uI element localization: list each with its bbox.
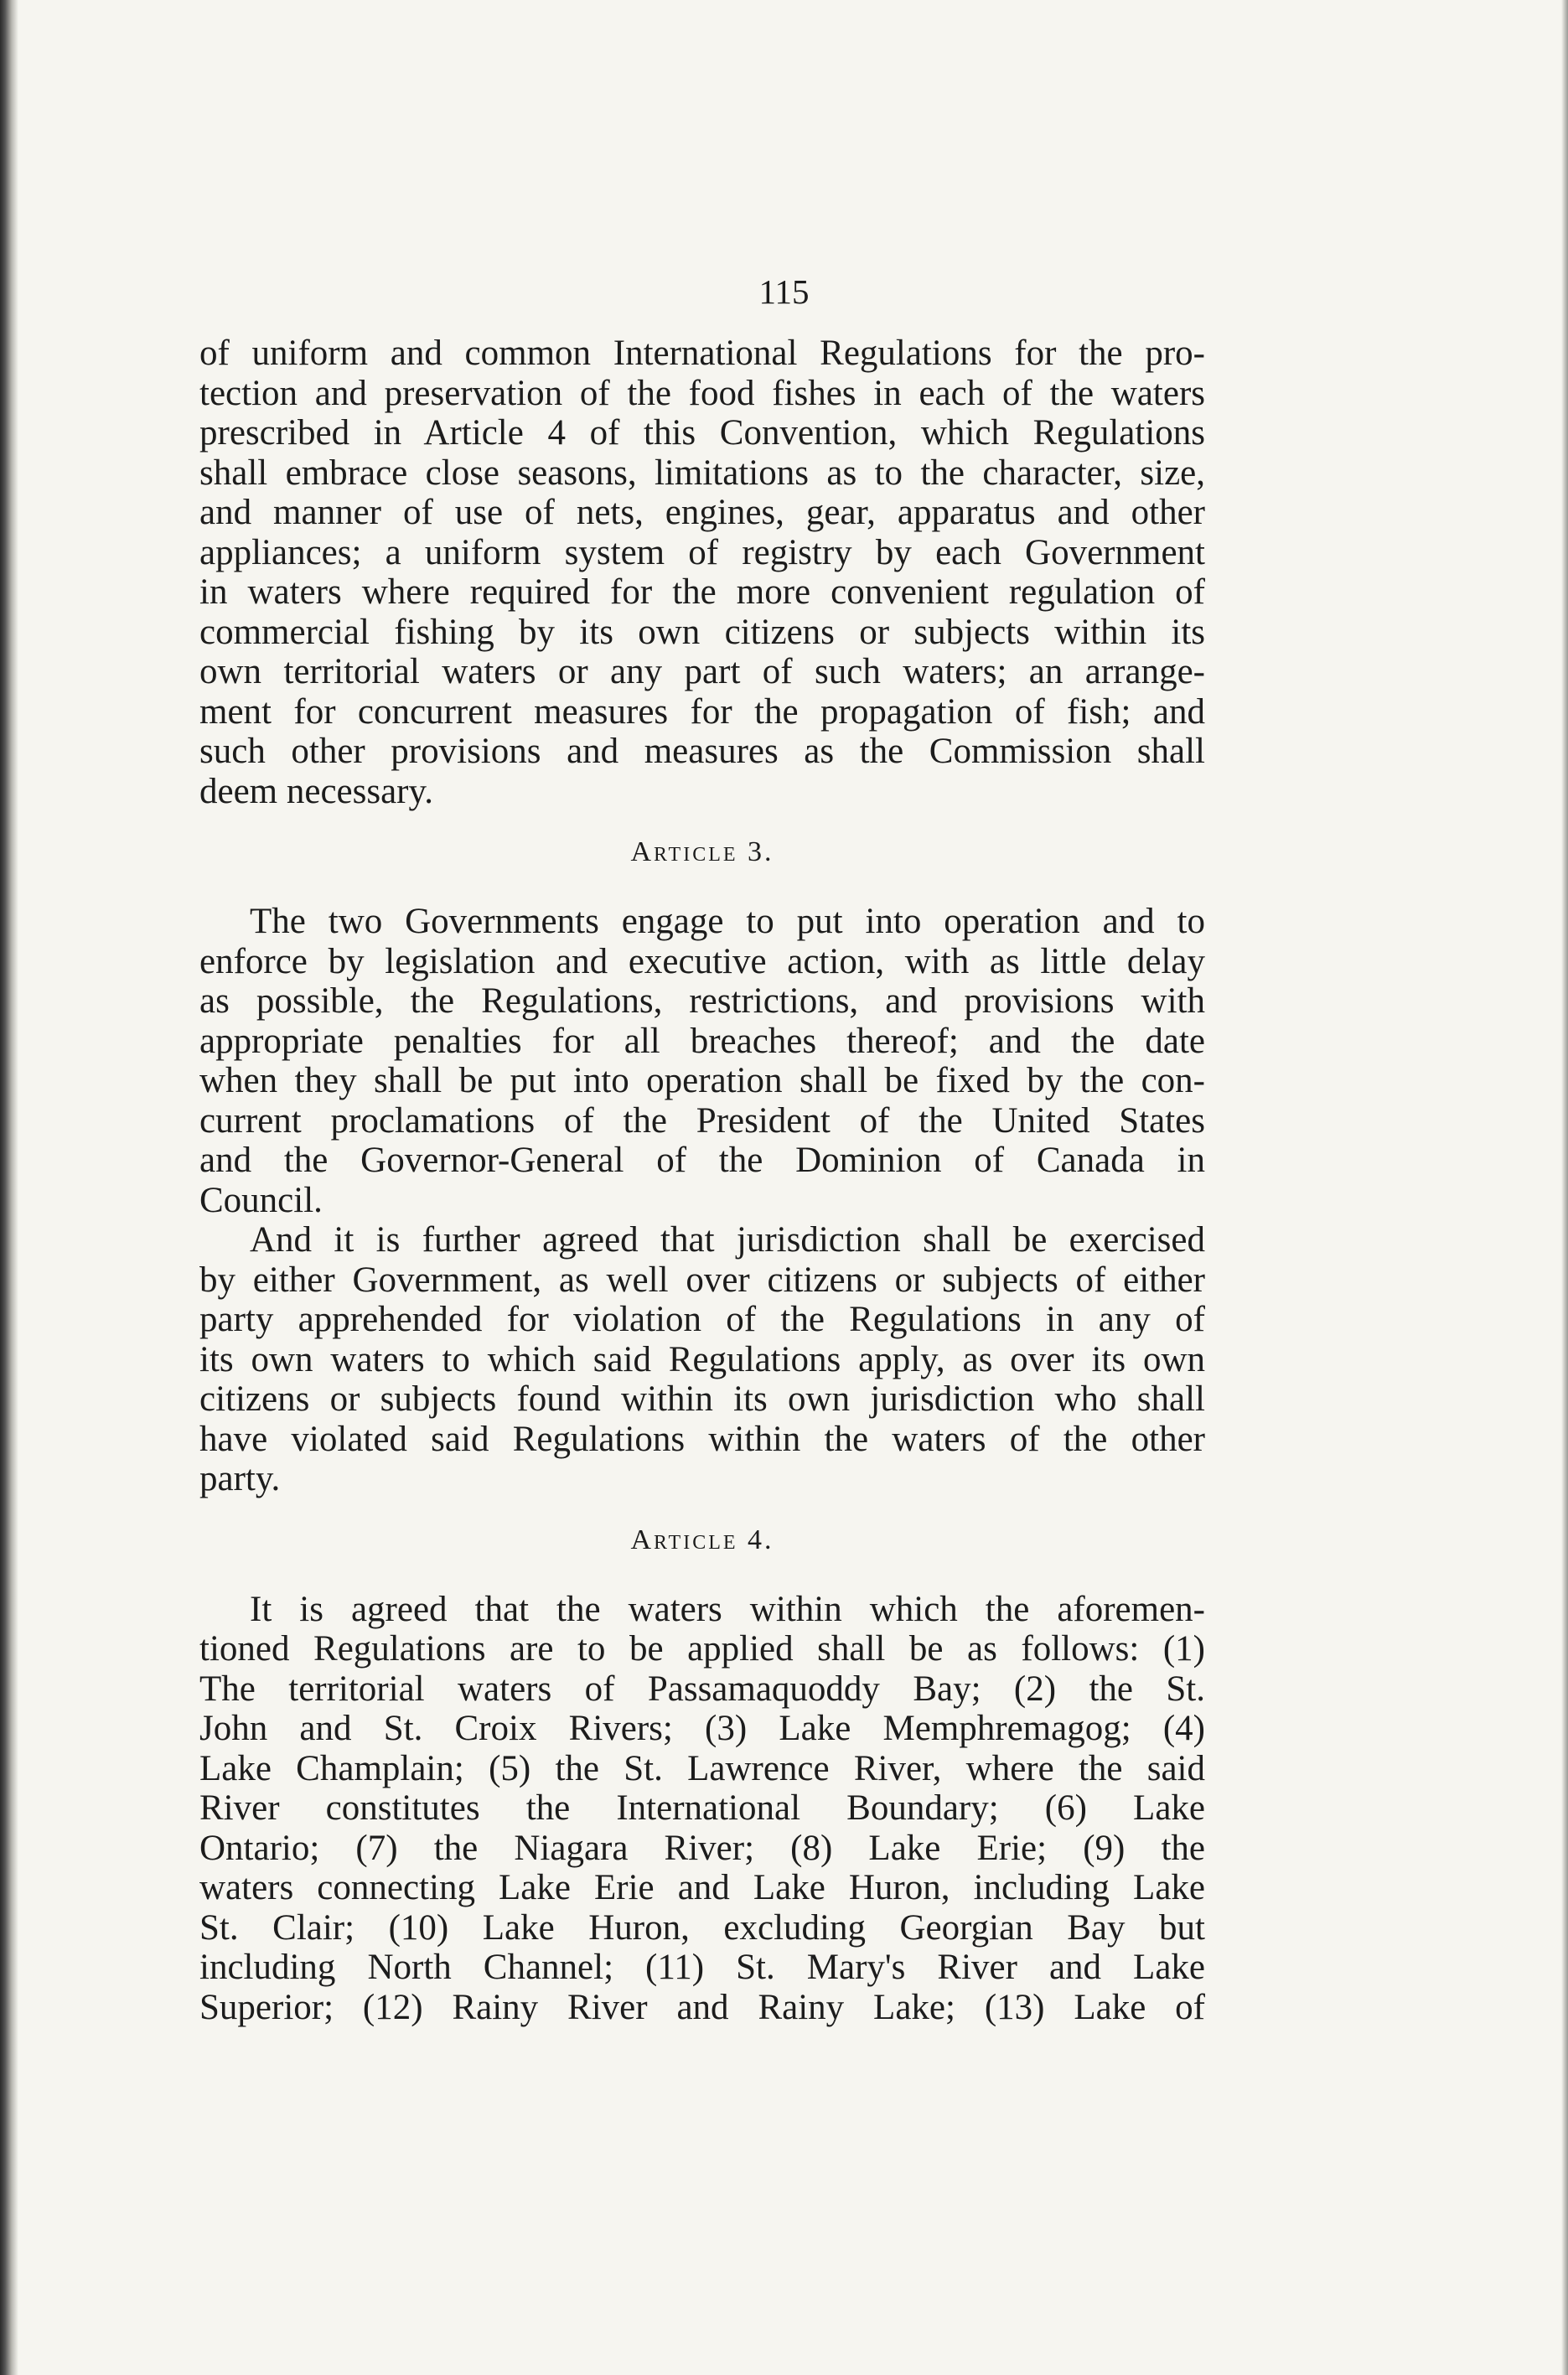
text-line: And it is further agreed that jurisdiction shall be exercised <box>250 1220 1205 1260</box>
text-line: The two Governments engage to put into operation and to <box>250 902 1205 941</box>
text-line: by either Government, as well over citizens or subjects of either <box>199 1260 1205 1300</box>
text-line: appropriate penalties for all breaches thereof; and the date <box>199 1021 1205 1061</box>
text-line: Ontario; (7) the Niagara River; (8) Lake Erie; (9) the <box>199 1828 1205 1868</box>
text-line: It is agreed that the waters within which the aforemen- <box>250 1589 1205 1629</box>
text-line: tioned Regulations are to be applied shall be as follows: (1) <box>199 1629 1205 1669</box>
text-line: party. <box>199 1459 281 1498</box>
text-line: John and St. Croix Rivers; (3) Lake Memphremagog; (4) <box>199 1709 1205 1748</box>
text-line: River constitutes the International Boundary; (6) Lake <box>199 1788 1205 1828</box>
text-line: as possible, the Regulations, restrictions, and provisions with <box>199 981 1205 1021</box>
page-right-edge <box>1561 0 1568 2375</box>
text-line: St. Clair; (10) Lake Huron, excluding Georgian Bay but <box>199 1907 1205 1948</box>
text-line: including North Channel; (11) St. Mary's River and Lake <box>199 1948 1205 1987</box>
text-line: its own waters to which said Regulations apply, as over its own <box>199 1339 1205 1379</box>
text-line: deem necessary. <box>199 771 433 811</box>
text-line: have violated said Regulations within the waters of the other <box>199 1419 1205 1459</box>
text-line: commercial fishing by its own citizens or subjects within its <box>199 612 1205 652</box>
book-binding-edge <box>0 0 18 2375</box>
text-line: of uniform and common International Regulations for the pro- <box>199 334 1205 373</box>
text-line: own territorial waters or any part of such waters; an arrange- <box>199 652 1205 691</box>
text-line: appliances; a uniform system of registry by each Government <box>199 532 1205 572</box>
text-line: prescribed in Article 4 of this Convention, which Regulations <box>199 413 1205 453</box>
text-line: current proclamations of the President of the United States <box>199 1100 1205 1141</box>
text-line: The territorial waters of Passamaquoddy Bay; (2) the St. <box>199 1669 1205 1709</box>
text-line: party apprehended for violation of the Regulations in any of <box>199 1300 1205 1339</box>
paragraph-article-3-jurisdiction <box>199 1220 1205 1499</box>
text-line: such other provisions and measures as the Commission shall <box>199 732 1205 771</box>
text-line: shall embrace close seasons, limitations as to the character, size, <box>199 453 1205 493</box>
article-3-heading: Article 3. <box>630 836 774 867</box>
text-line: and manner of use of nets, engines, gear, apparatus and other <box>199 493 1205 532</box>
page-body <box>199 334 1205 2027</box>
paragraph-article-3-enforcement <box>199 902 1205 1220</box>
article-4-heading: Article 4. <box>630 1524 774 1555</box>
paragraph-regulations <box>199 334 1205 811</box>
paragraph-article-4-waters <box>199 1590 1205 2028</box>
text-line: Council. <box>199 1180 323 1220</box>
page-number: 115 <box>758 272 810 311</box>
text-line: when they shall be put into operation shall be fixed by the con- <box>199 1061 1205 1100</box>
text-line: Lake Champlain; (5) the St. Lawrence River, where the said <box>199 1748 1205 1788</box>
text-line: citizens or subjects found within its own jurisdiction who shall <box>199 1379 1205 1419</box>
text-line: waters connecting Lake Erie and Lake Huron, including Lake <box>199 1868 1205 1907</box>
text-line: ment for concurrent measures for the propagation of fish; and <box>199 691 1205 732</box>
text-line: in waters where required for the more convenient regulation of <box>199 572 1205 612</box>
text-line: tection and preservation of the food fishes in each of the waters <box>199 373 1205 413</box>
text-line: Superior; (12) Rainy River and Rainy Lake; (13) Lake of <box>199 1987 1205 2027</box>
text-line: and the Governor-General of the Dominion of Canada in <box>199 1141 1205 1180</box>
text-line: enforce by legislation and executive action, with as little delay <box>199 941 1205 981</box>
